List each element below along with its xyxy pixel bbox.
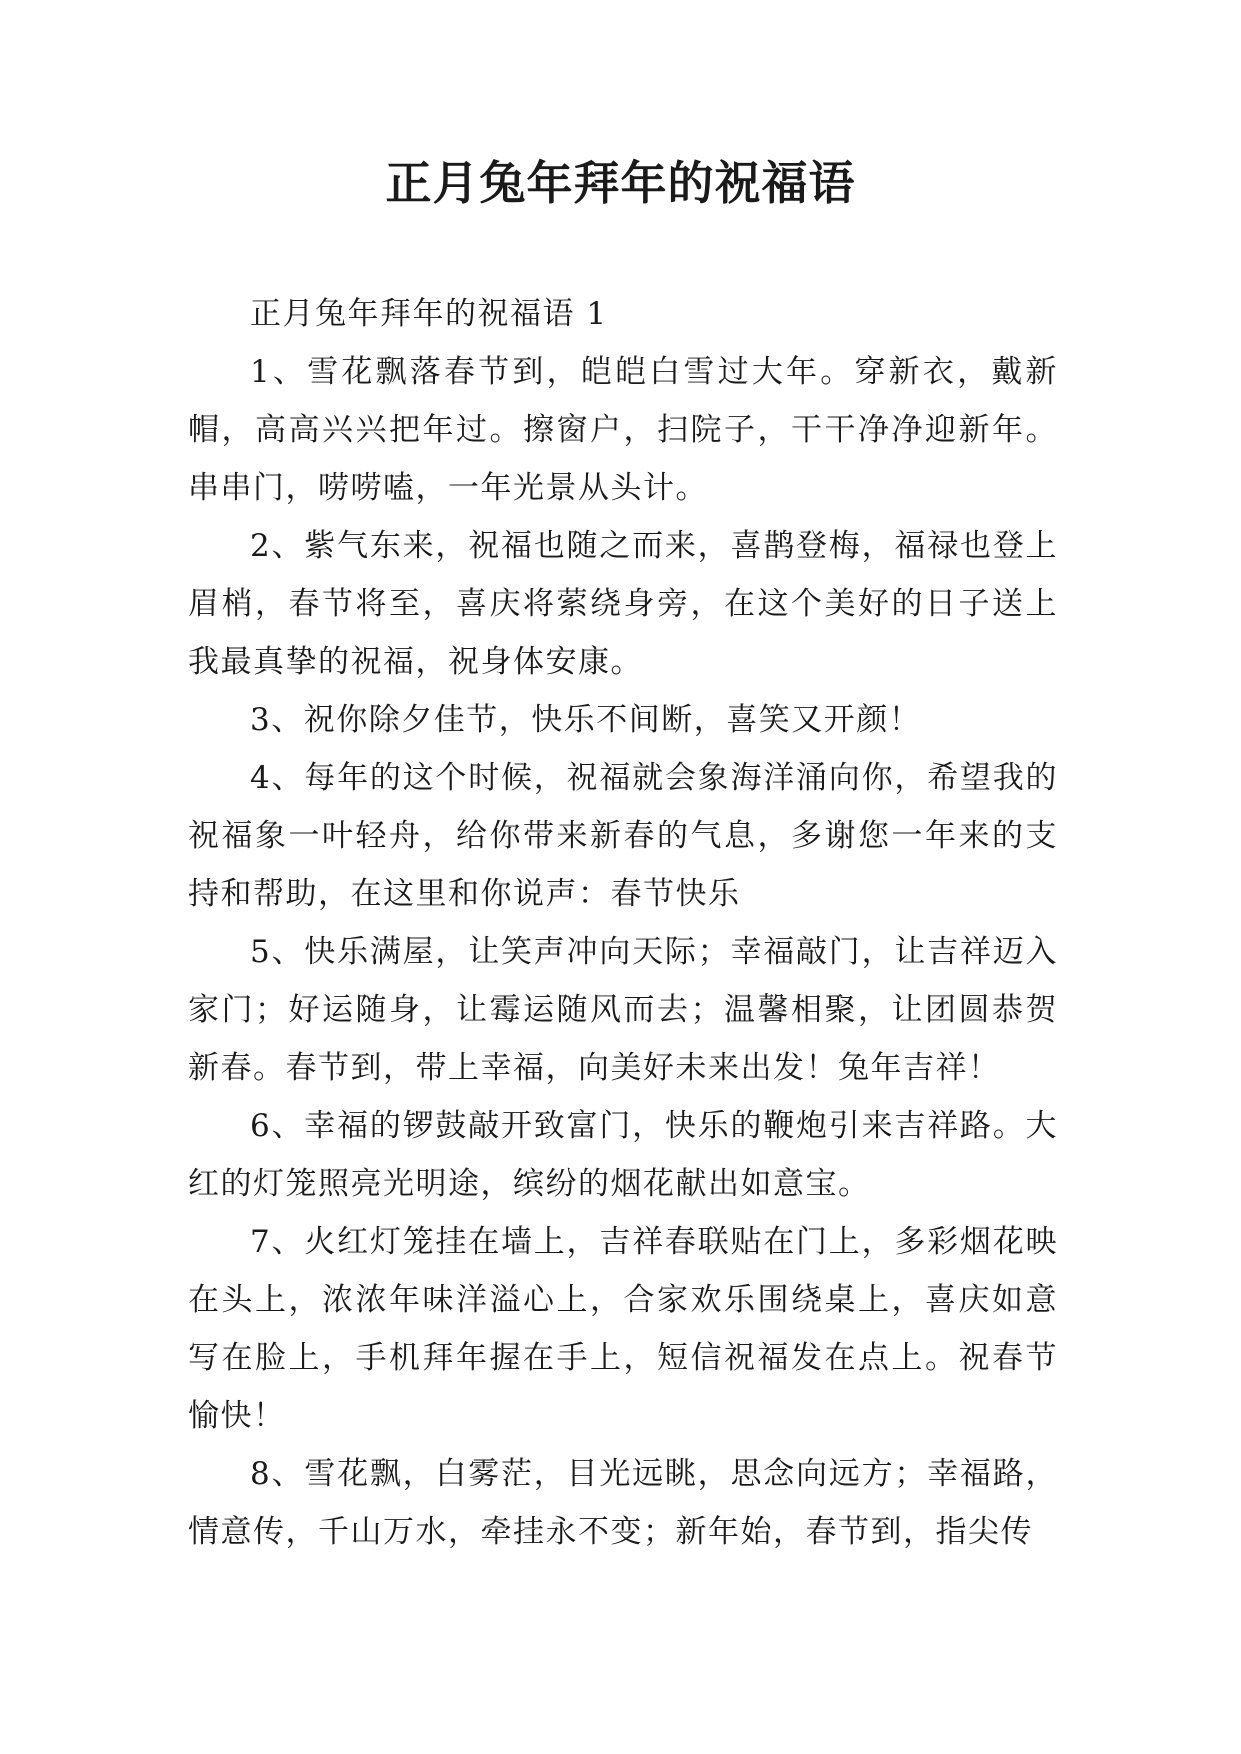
document-title: 正月兔年拜年的祝福语	[385, 156, 856, 210]
paragraph-1: 1、雪花飘落春节到，皑皑白雪过大年。穿新衣，戴新帽，高高兴兴把年过。擦窗户，扫院子，干干净净迎新年。串串门，唠唠嗑，一年光景从头计。	[188, 354, 1058, 506]
paragraph-6: 6、幸福的锣鼓敲开致富门，快乐的鞭炮引来吉祥路。大红的灯笼照亮光明途，缤纷的烟花献出如意宝。	[188, 1108, 1058, 1202]
paragraph-5: 5、快乐满屋，让笑声冲向天际；幸福敲门，让吉祥迈入家门；好运随身，让霉运随风而去；温馨相聚，让团圆恭贺新春。春节到，带上幸福，向美好未来出发！兔年吉祥！	[188, 934, 1058, 1086]
document-body	[188, 285, 1058, 1561]
paragraph-2: 2、紫气东来，祝福也随之而来，喜鹊登梅，福禄也登上眉梢，春节将至，喜庆将萦绕身旁，在这个美好的日子送上我最真挚的祝福，祝身体安康。	[188, 528, 1058, 680]
paragraph-7: 7、火红灯笼挂在墙上，吉祥春联贴在门上，多彩烟花映在头上，浓浓年味洋溢心上，合家欢乐围绕桌上，喜庆如意写在脸上，手机拜年握在手上，短信祝福发在点上。祝春节愉快！	[188, 1224, 1058, 1434]
paragraph-4: 4、每年的这个时候，祝福就会象海洋涌向你，希望我的祝福象一叶轻舟，给你带来新春的气息，多谢您一年来的支持和帮助，在这里和你说声：春节快乐	[188, 760, 1058, 912]
section-heading: 正月兔年拜年的祝福语 1	[250, 296, 608, 332]
paragraph-3: 3、祝你除夕佳节，快乐不间断，喜笑又开颜！	[250, 702, 922, 738]
paragraph-8: 8、雪花飘，白雾茫，目光远眺，思念向远方；幸福路，情意传，千山万水，牵挂永不变；新年始，春节到，指尖传	[188, 1456, 1058, 1550]
